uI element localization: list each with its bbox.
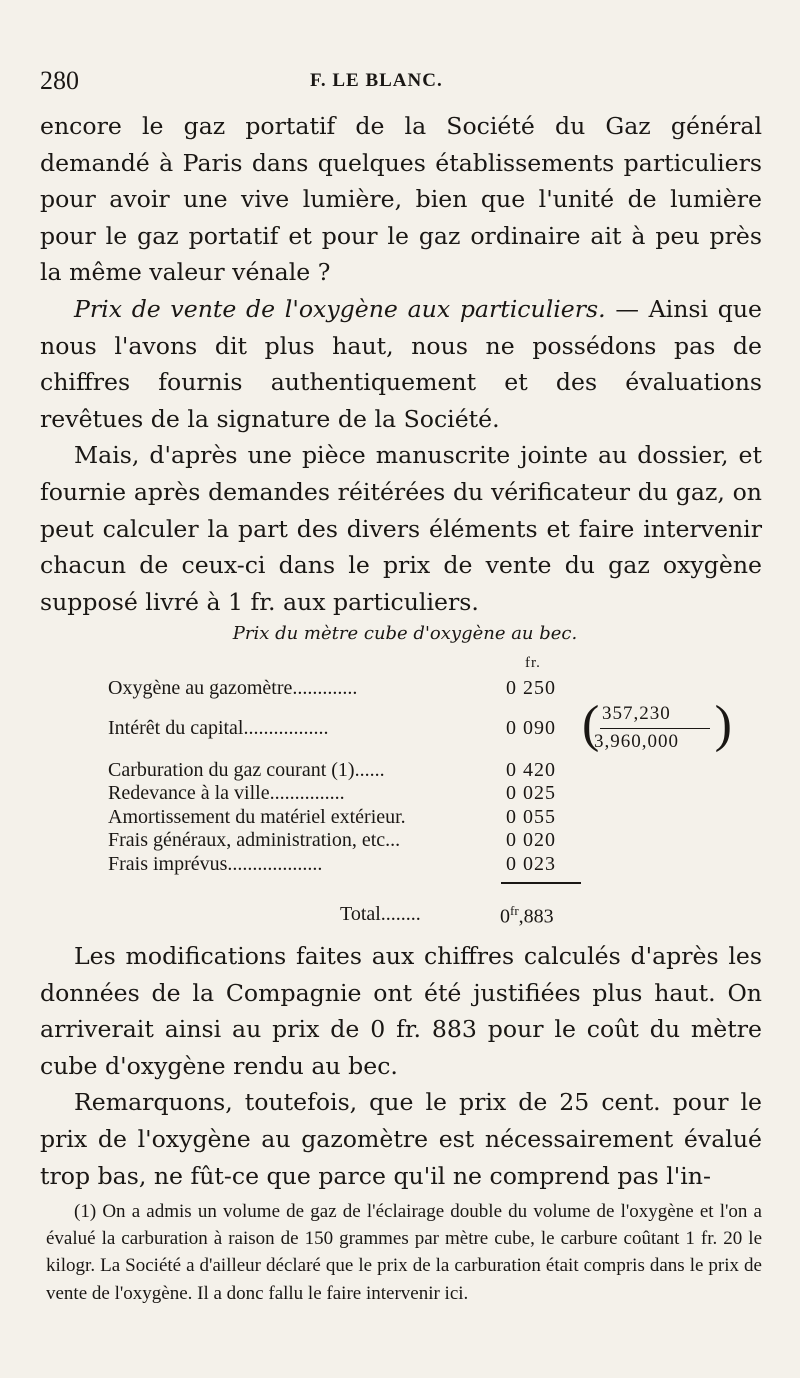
section-heading: Prix de vente de l'oxygène aux particuliers.: [74, 294, 606, 323]
table-caption: Prix du mètre cube d'oxygène au bec.: [232, 623, 578, 644]
body-text-top: [40, 108, 762, 620]
row-value: 0 055: [506, 805, 556, 828]
paragraph-text: — Ainsi que nous l'avons dit plus haut, nous ne possédons pas de chiffres fournis authentiquement et des évaluations revêtues de la signature de la Société.: [40, 294, 762, 433]
fraction-denominator: 3,960,000: [594, 730, 679, 752]
table-row: [108, 782, 748, 806]
footnote-text: (1) On a admis un volume de gaz de l'éclairage double du volume de l'oxygène et l'on a évalué la carburation à raison de 150 grammes par mètre cube, le carbure coûtant 1 fr. 20 le kilogr. La Société a d'ailleur déclaré que le prix de la carburation était compris dans le prix de vente de l'oxygène. Il a donc fallu le faire intervenir ici.: [46, 1201, 762, 1304]
paragraph-remarks: Remarquons, toutefois, que le prix de 25 cent. pour le prix de l'oxygène au gazomètre est nécessairement évalué trop bas, ne fût-ce que parce qu'il ne comprend pas l'in-: [40, 1088, 762, 1190]
paragraph-continued: encore le gaz portatif de la Société du Gaz général demandé à Paris dans quelques établissements particuliers pour avoir une vive lumière, bien que l'unité de lumière pour le gaz portatif et pour le gaz ordinaire ait à peu près la même valeur vénale ?: [40, 112, 762, 287]
total-row: [108, 903, 748, 929]
row-label: Frais imprévus...................: [108, 852, 323, 875]
table-row: [108, 759, 748, 783]
unit-label: fr.: [525, 655, 541, 671]
row-value: 0 250: [506, 677, 556, 699]
page-header: [40, 66, 760, 102]
running-head: F. LE BLANC.: [310, 70, 443, 91]
row-value: 0 023: [506, 852, 556, 875]
total-label: Total........: [340, 903, 421, 925]
interest-fraction: [582, 695, 732, 757]
table-row: [108, 806, 748, 830]
row-value: 0 420: [506, 758, 556, 781]
row-value: 0 090: [506, 716, 556, 739]
table-row: [108, 829, 748, 853]
paragraph-oxygen-price: [40, 291, 762, 437]
table-row: [108, 677, 748, 701]
row-value: 0 025: [506, 782, 556, 804]
row-label: Redevance à la ville...............: [108, 782, 345, 804]
row-label: Oxygène au gazomètre.............: [108, 677, 358, 699]
table-row: [108, 695, 748, 759]
body-text-bottom: [40, 938, 762, 1194]
sum-divider: [501, 882, 581, 884]
footnote: [46, 1198, 762, 1307]
price-table: [108, 655, 748, 928]
right-paren: ): [714, 695, 732, 753]
fraction-numerator: 357,230: [602, 702, 671, 724]
paragraph-manuscript: Mais, d'après une pièce manuscrite jointe au dossier, et fournie après demandes réitérées du vérificateur du gaz, on peut calculer la part des divers éléments et faire intervenir chacun de ceux-ci dans le prix de vente du gaz oxygène supposé livré à 1 fr. aux particuliers.: [40, 441, 762, 616]
total-value: $0^{fr},883$: [500, 903, 554, 928]
paragraph-modifications: Les modifications faites aux chiffres calculés d'après les données de la Compagnie ont été justifiées plus haut. On arriverait ainsi au prix de 0 fr. 883 pour le coût du mètre cube d'oxygène rendu au bec.: [40, 942, 762, 1080]
page-number: 280: [40, 66, 79, 95]
row-label: Amortissement du matériel extérieur.: [108, 805, 406, 828]
row-label: Carburation du gaz courant (1)......: [108, 758, 385, 781]
left-paren: (: [582, 695, 600, 753]
unit-row: [108, 655, 748, 677]
fraction-bar: [600, 728, 710, 730]
row-label: Frais généraux, administration, etc...: [108, 829, 401, 851]
row-value: 0 020: [506, 829, 556, 851]
table-row: [108, 853, 748, 877]
row-label: Intérêt du capital.................: [108, 716, 329, 739]
